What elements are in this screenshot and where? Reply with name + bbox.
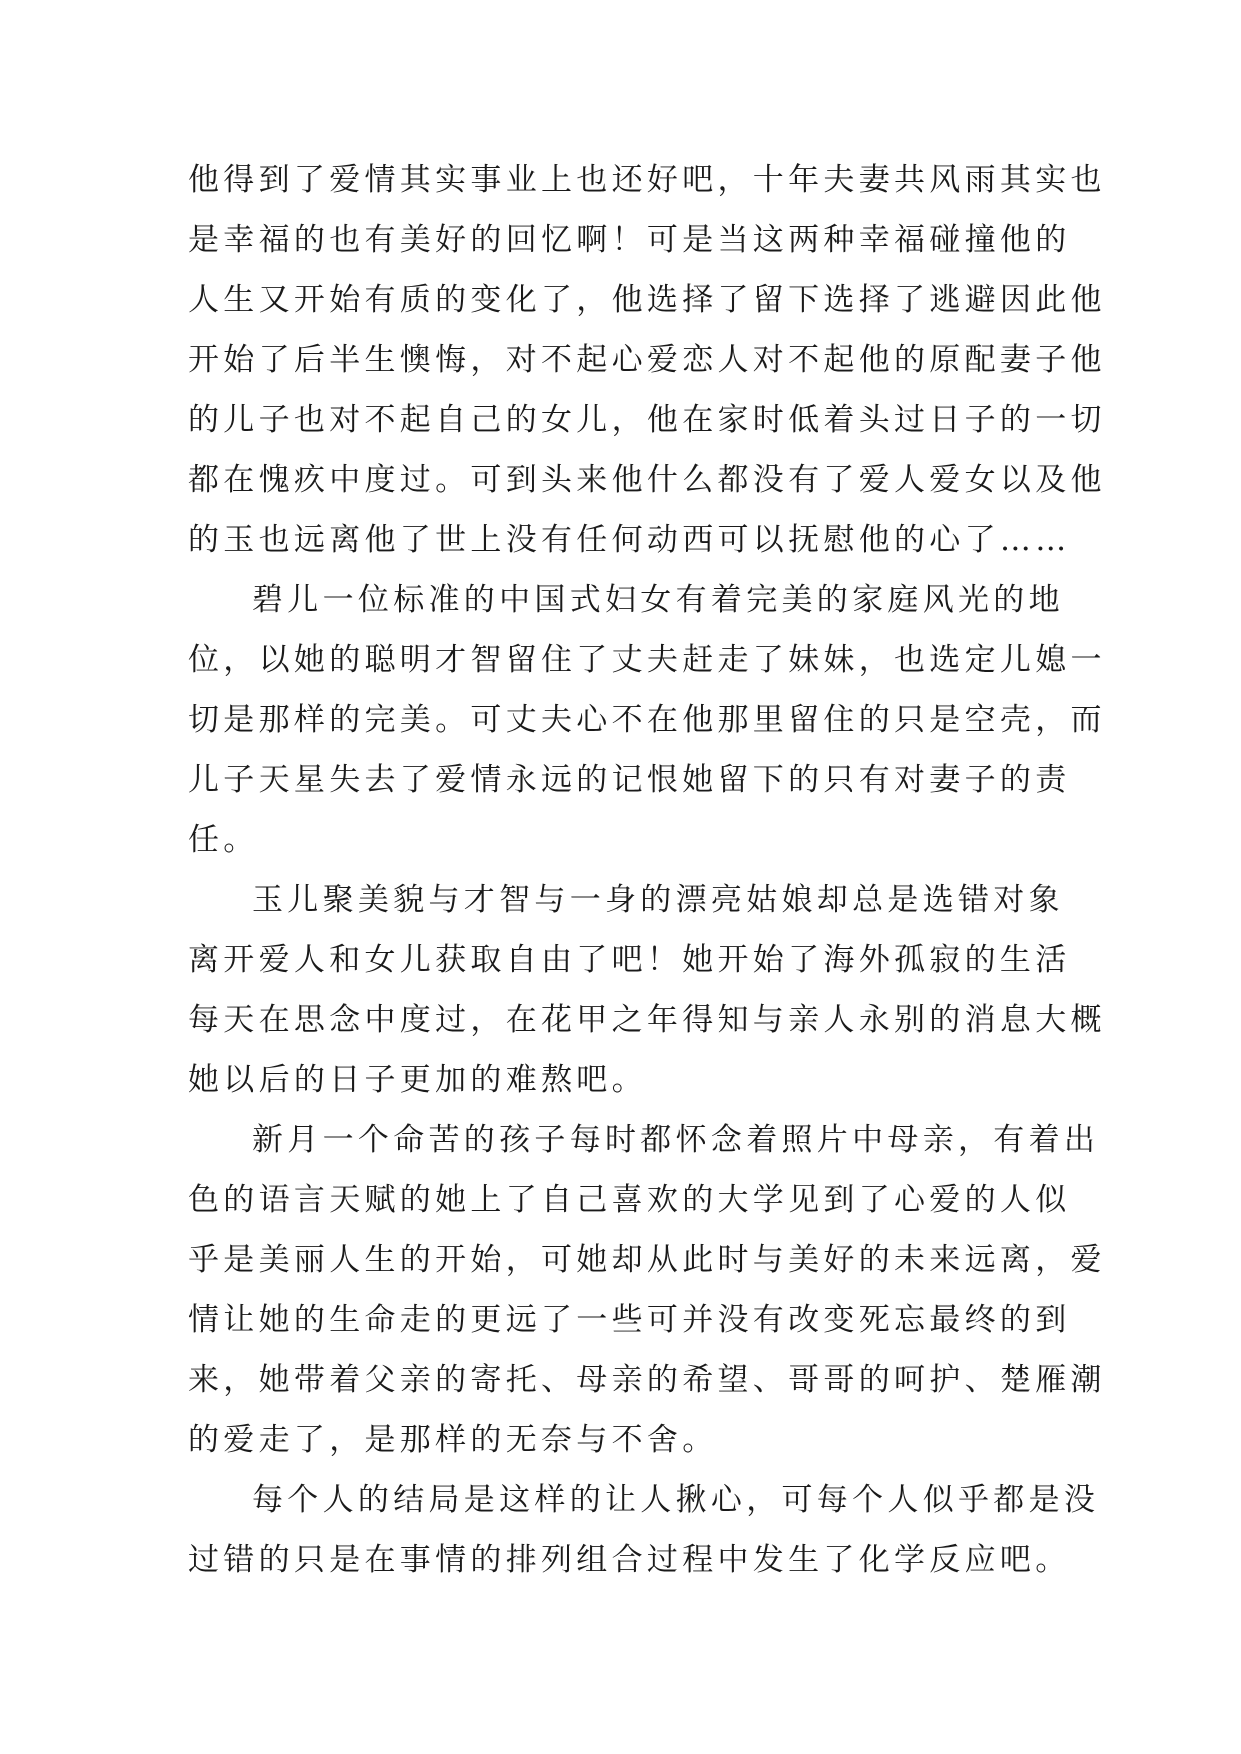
text-line: 人生又开始有质的变化了，他选择了留下选择了逃避因此他	[188, 282, 1106, 318]
text-line: 位，以她的聪明才智留住了丈夫赶走了妹妹，也选定儿媳一	[188, 642, 1106, 678]
text-line: 新月一个命苦的孩子每时都怀念着照片中母亲，有着出	[252, 1122, 1100, 1158]
text-line: 碧儿一位标准的中国式妇女有着完美的家庭风光的地	[252, 582, 1064, 618]
text-line: 任。	[188, 822, 259, 858]
paragraph-5	[188, 1470, 1100, 1590]
text-line: 乎是美丽人生的开始，可她却从此时与美好的未来远离，爱	[188, 1242, 1106, 1278]
text-line: 来，她带着父亲的寄托、母亲的希望、哥哥的呵护、楚雁潮	[188, 1362, 1106, 1398]
text-line: 的爱走了，是那样的无奈与不舍。	[188, 1422, 718, 1458]
text-line: 都在愧疚中度过。可到头来他什么都没有了爱人爱女以及他	[188, 462, 1106, 498]
document-body	[188, 150, 1106, 1590]
text-line: 的儿子也对不起自己的女儿，他在家时低着头过日子的一切	[188, 402, 1106, 438]
text-line: 切是那样的完美。可丈夫心不在他那里留住的只是空壳，而	[188, 702, 1106, 738]
text-line: 离开爱人和女儿获取自由了吧！她开始了海外孤寂的生活	[188, 942, 1071, 978]
text-line: 她以后的日子更加的难熬吧。	[188, 1062, 647, 1098]
text-line: 开始了后半生懊悔，对不起心爱恋人对不起他的原配妻子他	[188, 342, 1106, 378]
text-line: 情让她的生命走的更远了一些可并没有改变死忘最终的到	[188, 1302, 1071, 1338]
text-line: 儿子天星失去了爱情永远的记恨她留下的只有对妻子的责	[188, 762, 1071, 798]
text-line: 他得到了爱情其实事业上也还好吧，十年夫妻共风雨其实也	[188, 162, 1106, 198]
text-line: 每天在思念中度过，在花甲之年得知与亲人永别的消息大概	[188, 1002, 1106, 1038]
text-line: 玉儿聚美貌与才智与一身的漂亮姑娘却总是选错对象	[252, 882, 1064, 918]
text-line: 过错的只是在事情的排列组合过程中发生了化学反应吧。	[188, 1542, 1071, 1578]
paragraph-4	[188, 1110, 1106, 1470]
paragraph-1	[188, 150, 1106, 570]
paragraph-2	[188, 570, 1106, 870]
text-line: 每个人的结局是这样的让人揪心，可每个人似乎都是没	[252, 1482, 1100, 1518]
text-line: 色的语言天赋的她上了自己喜欢的大学见到了心爱的人似	[188, 1182, 1071, 1218]
paragraph-3	[188, 870, 1106, 1110]
text-line: 是幸福的也有美好的回忆啊！可是当这两种幸福碰撞他的	[188, 222, 1071, 258]
text-line: 的玉也远离他了世上没有任何动西可以抚慰他的心了……	[188, 522, 1071, 558]
